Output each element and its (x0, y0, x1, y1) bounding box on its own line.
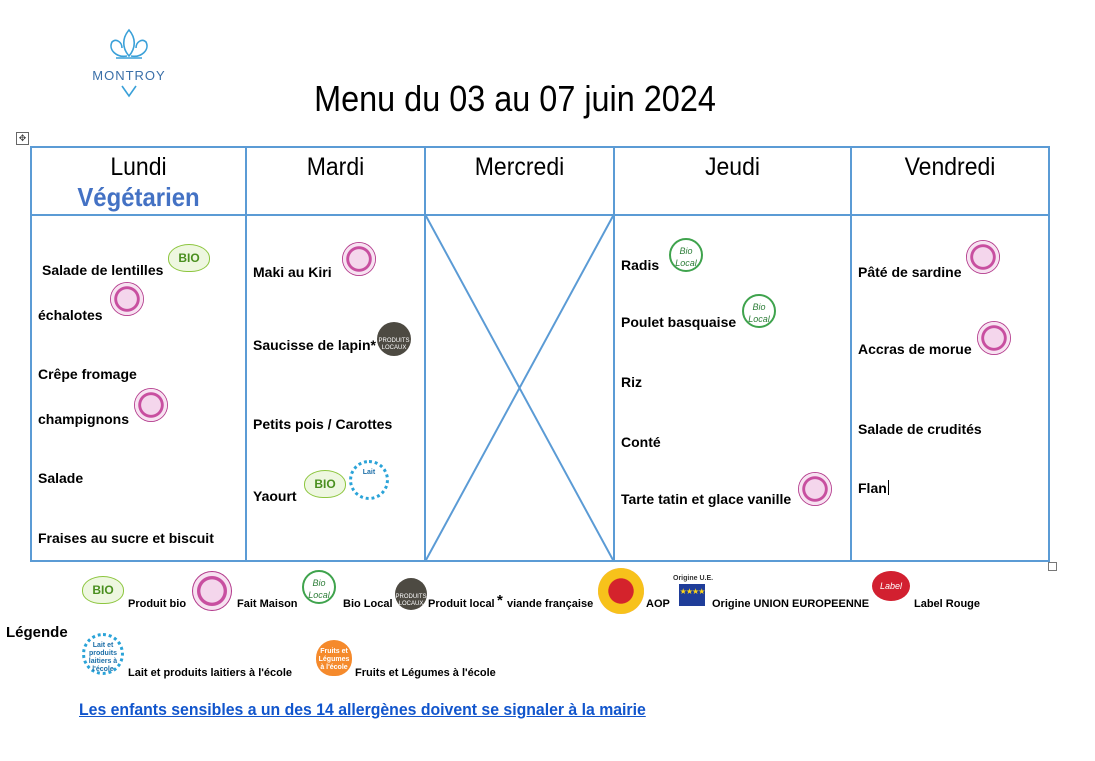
menu-item: Salade de crudités (858, 421, 982, 437)
page-title: Menu du 03 au 07 juin 2024 (314, 78, 716, 119)
bio-local-icon: Bio Local (742, 294, 776, 328)
menu-item: Poulet basquaise (621, 314, 737, 330)
menu-item: Radis (621, 257, 660, 273)
day-name: Jeudi (705, 153, 760, 181)
header-cell-mardi (246, 147, 425, 215)
logo-text: MONTROY (92, 68, 166, 83)
table-move-handle-icon[interactable]: ✥ (16, 132, 29, 145)
closed-cross-icon (426, 216, 613, 560)
bio-icon: BIO (304, 470, 346, 498)
fait-maison-icon (798, 472, 832, 506)
legend-produit-local-icon: PRODUITS LOCAUX (395, 578, 427, 610)
menu-item: Pâté de sardine (858, 264, 962, 280)
menu-item: Salade de lentilles (42, 262, 164, 278)
menu-item: Accras de morue (858, 341, 972, 357)
legend-fruits-ecole: Fruits et Légumes à l'école (355, 667, 496, 679)
header-cell-lundi (31, 147, 246, 215)
menu-item: Salade (38, 470, 84, 486)
legend-label-rouge: Label Rouge (914, 598, 981, 610)
menu-item: champignons (38, 411, 130, 427)
fait-maison-icon (134, 388, 168, 422)
menu-item: Saucisse de lapin* (253, 337, 376, 353)
origine-ue-tag: Origine U.E. (673, 575, 714, 582)
legend-aop: AOP (646, 598, 670, 610)
legend-title: Légende (6, 624, 68, 641)
header-cell-vendredi (851, 147, 1049, 215)
menu-item: Fraises au sucre et biscuit (38, 530, 214, 546)
legend-eu-flag-icon (679, 584, 705, 606)
legend-label-rouge-icon: Label Rouge (872, 571, 910, 601)
menu-item: Crêpe fromage (38, 366, 137, 382)
menu-item-with-caret[interactable] (858, 480, 889, 496)
legend-produit-bio: Produit bio (128, 598, 187, 610)
menu-item: Tarte tatin et glace vanille (621, 491, 792, 507)
fait-maison-icon (966, 240, 1000, 274)
fait-maison-icon (342, 242, 376, 276)
legend-fait-maison: Fait Maison (237, 598, 298, 610)
legend-lait-ecole: Lait et produits laitiers à l'école (128, 667, 292, 679)
montroy-logo (84, 28, 174, 100)
legend-bio-local: Bio Local (343, 598, 393, 610)
table-resize-handle[interactable] (1048, 562, 1057, 571)
legend-lait-ecole-icon: Lait et produits laitiers à l'école (82, 633, 124, 675)
menu-item: échalotes (38, 307, 103, 323)
text-caret (888, 480, 889, 495)
legend-produit-local: Produit local (428, 598, 495, 610)
allergen-notice-link[interactable]: Les enfants sensibles a un des 14 allergènes doivent se signaler à la mairie (79, 700, 646, 719)
menu-cell-jeudi[interactable] (614, 215, 851, 561)
legend-fruits-ecole-icon: Fruits et Légumes à l'école (316, 640, 352, 676)
day-name: Lundi (110, 153, 167, 181)
menu-table (30, 146, 1050, 562)
menu-cell-mardi[interactable] (246, 215, 425, 561)
table-body-row (31, 215, 1049, 561)
logo-tail-icon (120, 84, 138, 98)
menu-item: Yaourt (253, 488, 297, 504)
legend-viande-francaise: viande française (507, 598, 594, 610)
legend-asterisk: * (497, 592, 503, 609)
menu-cell-mercredi[interactable] (425, 215, 614, 561)
menu-item: Flan (858, 480, 887, 496)
menu-item: Petits pois / Carottes (253, 416, 393, 432)
day-name: Mercredi (474, 153, 565, 181)
bio-local-icon: Bio Local (669, 238, 703, 272)
lait-ecole-icon: Lait (349, 460, 389, 500)
header-cell-jeudi (614, 147, 851, 215)
header-cell-mercredi (425, 147, 614, 215)
legend-aop-icon (598, 568, 644, 614)
menu-item: Riz (621, 374, 642, 390)
day-name: Mardi (306, 153, 365, 181)
table-header-row (31, 147, 1049, 215)
day-name: Vendredi (904, 153, 996, 181)
fait-maison-icon (110, 282, 144, 316)
fait-maison-icon (977, 321, 1011, 355)
legend-fait-maison-icon (192, 571, 232, 611)
legend-bio-local-icon: Bio Local (302, 570, 336, 604)
eu-stars: ★★★★ (679, 587, 705, 596)
bio-icon: BIO (168, 244, 210, 272)
menu-item: Conté (621, 434, 661, 450)
legend-bio-icon: BIO (82, 576, 124, 604)
legend-origine-ue: Origine UNION EUROPEENNE (712, 598, 870, 610)
menu-cell-vendredi[interactable] (851, 215, 1049, 561)
vegetarian-label: Végétarien (77, 182, 200, 212)
menu-item: Maki au Kiri (253, 264, 332, 280)
fleur-de-lis-icon (84, 28, 174, 72)
menu-cell-lundi[interactable] (31, 215, 246, 561)
produit-local-icon: PRODUITS LOCAUX (377, 322, 411, 356)
